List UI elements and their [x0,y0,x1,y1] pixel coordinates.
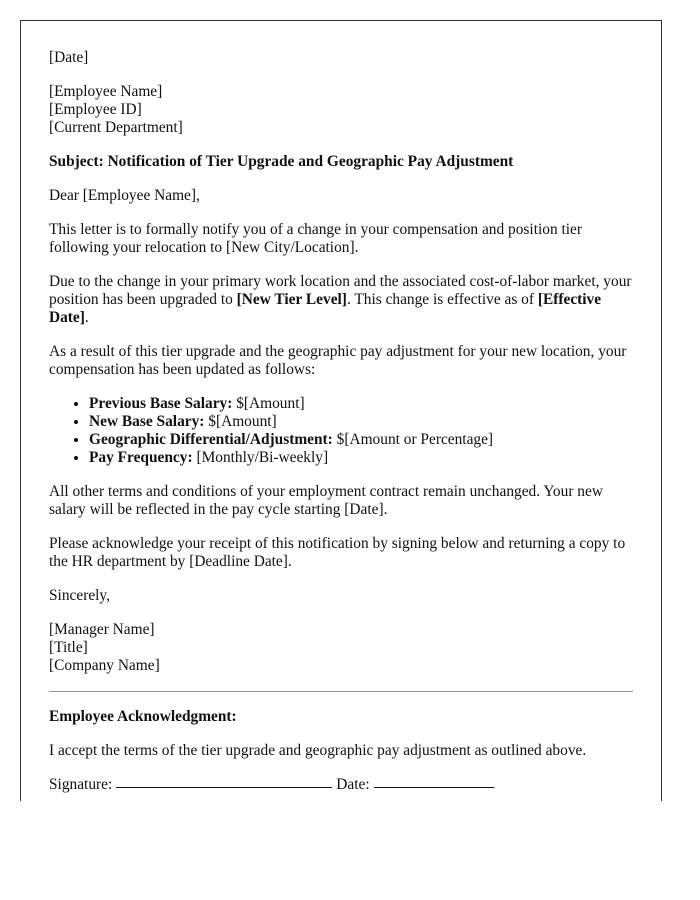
item-label: Geographic Differential/Adjustment: [89,431,333,448]
sender-name: [Manager Name] [49,621,155,638]
letter-date: [Date] [49,49,89,66]
date-field[interactable] [374,786,494,788]
compensation-item-new-salary [89,413,633,431]
signature-field[interactable] [116,786,332,788]
salutation: Dear [Employee Name], [49,187,200,204]
acknowledgment-statement: I accept the terms of the tier upgrade and geographic pay adjustment as outlined above. [49,742,587,759]
recipient-department: [Current Department] [49,119,183,136]
tier-text-1: Due to the change in your primary work location and the associated cost-of-labor market, your position has been upgraded to [49,273,632,308]
recipient-id: [Employee ID] [49,101,142,118]
acknowledge-request-paragraph: Please acknowledge your receipt of this notification by signing below and returning a copy to the HR department by [Deadline Date]. [49,535,626,570]
compensation-item-previous-salary [89,395,633,413]
closing: Sincerely, [49,587,110,604]
item-label: Previous Base Salary: [89,395,233,412]
acknowledgment-title: Employee Acknowledgment: [49,708,237,725]
tier-paragraph [49,273,633,327]
date-label: Date: [336,776,370,793]
item-value: $[Amount] [232,395,305,412]
tier-text-2: . This change is effective as of [346,291,538,308]
sender-title: [Title] [49,639,88,656]
sender-company: [Company Name] [49,657,160,674]
letter-document [20,20,662,801]
item-label: Pay Frequency: [89,449,193,466]
compensation-intro: As a result of this tier upgrade and the geographic pay adjustment for your new location, your compensation has been updated as follows: [49,343,627,378]
terms-paragraph: All other terms and conditions of your employment contract remain unchanged. Your new salary will be reflected in the pay cycle starting [Date]. [49,483,603,518]
recipient-block [49,83,633,137]
signature-row [49,776,633,794]
sender-block [49,621,633,675]
compensation-item-geographic-differential [89,431,633,449]
item-label: New Base Salary: [89,413,205,430]
compensation-list [49,395,633,467]
effective-date: [Effective Date] [49,291,602,326]
item-value: $[Amount or Percentage] [332,431,494,448]
tier-level: [New Tier Level] [236,291,347,308]
item-value: [Monthly/Bi-weekly] [192,449,329,466]
recipient-name: [Employee Name] [49,83,163,100]
tier-text-3: . [84,309,89,326]
compensation-item-pay-frequency [89,449,633,467]
item-value: $[Amount] [204,413,277,430]
subject-line: Subject: Notification of Tier Upgrade and Geographic Pay Adjustment [49,153,514,170]
signature-label: Signature: [49,776,113,793]
intro-paragraph: This letter is to formally notify you of a change in your compensation and position tier following your relocation to [New City/Location]. [49,221,582,256]
section-divider [49,691,633,692]
